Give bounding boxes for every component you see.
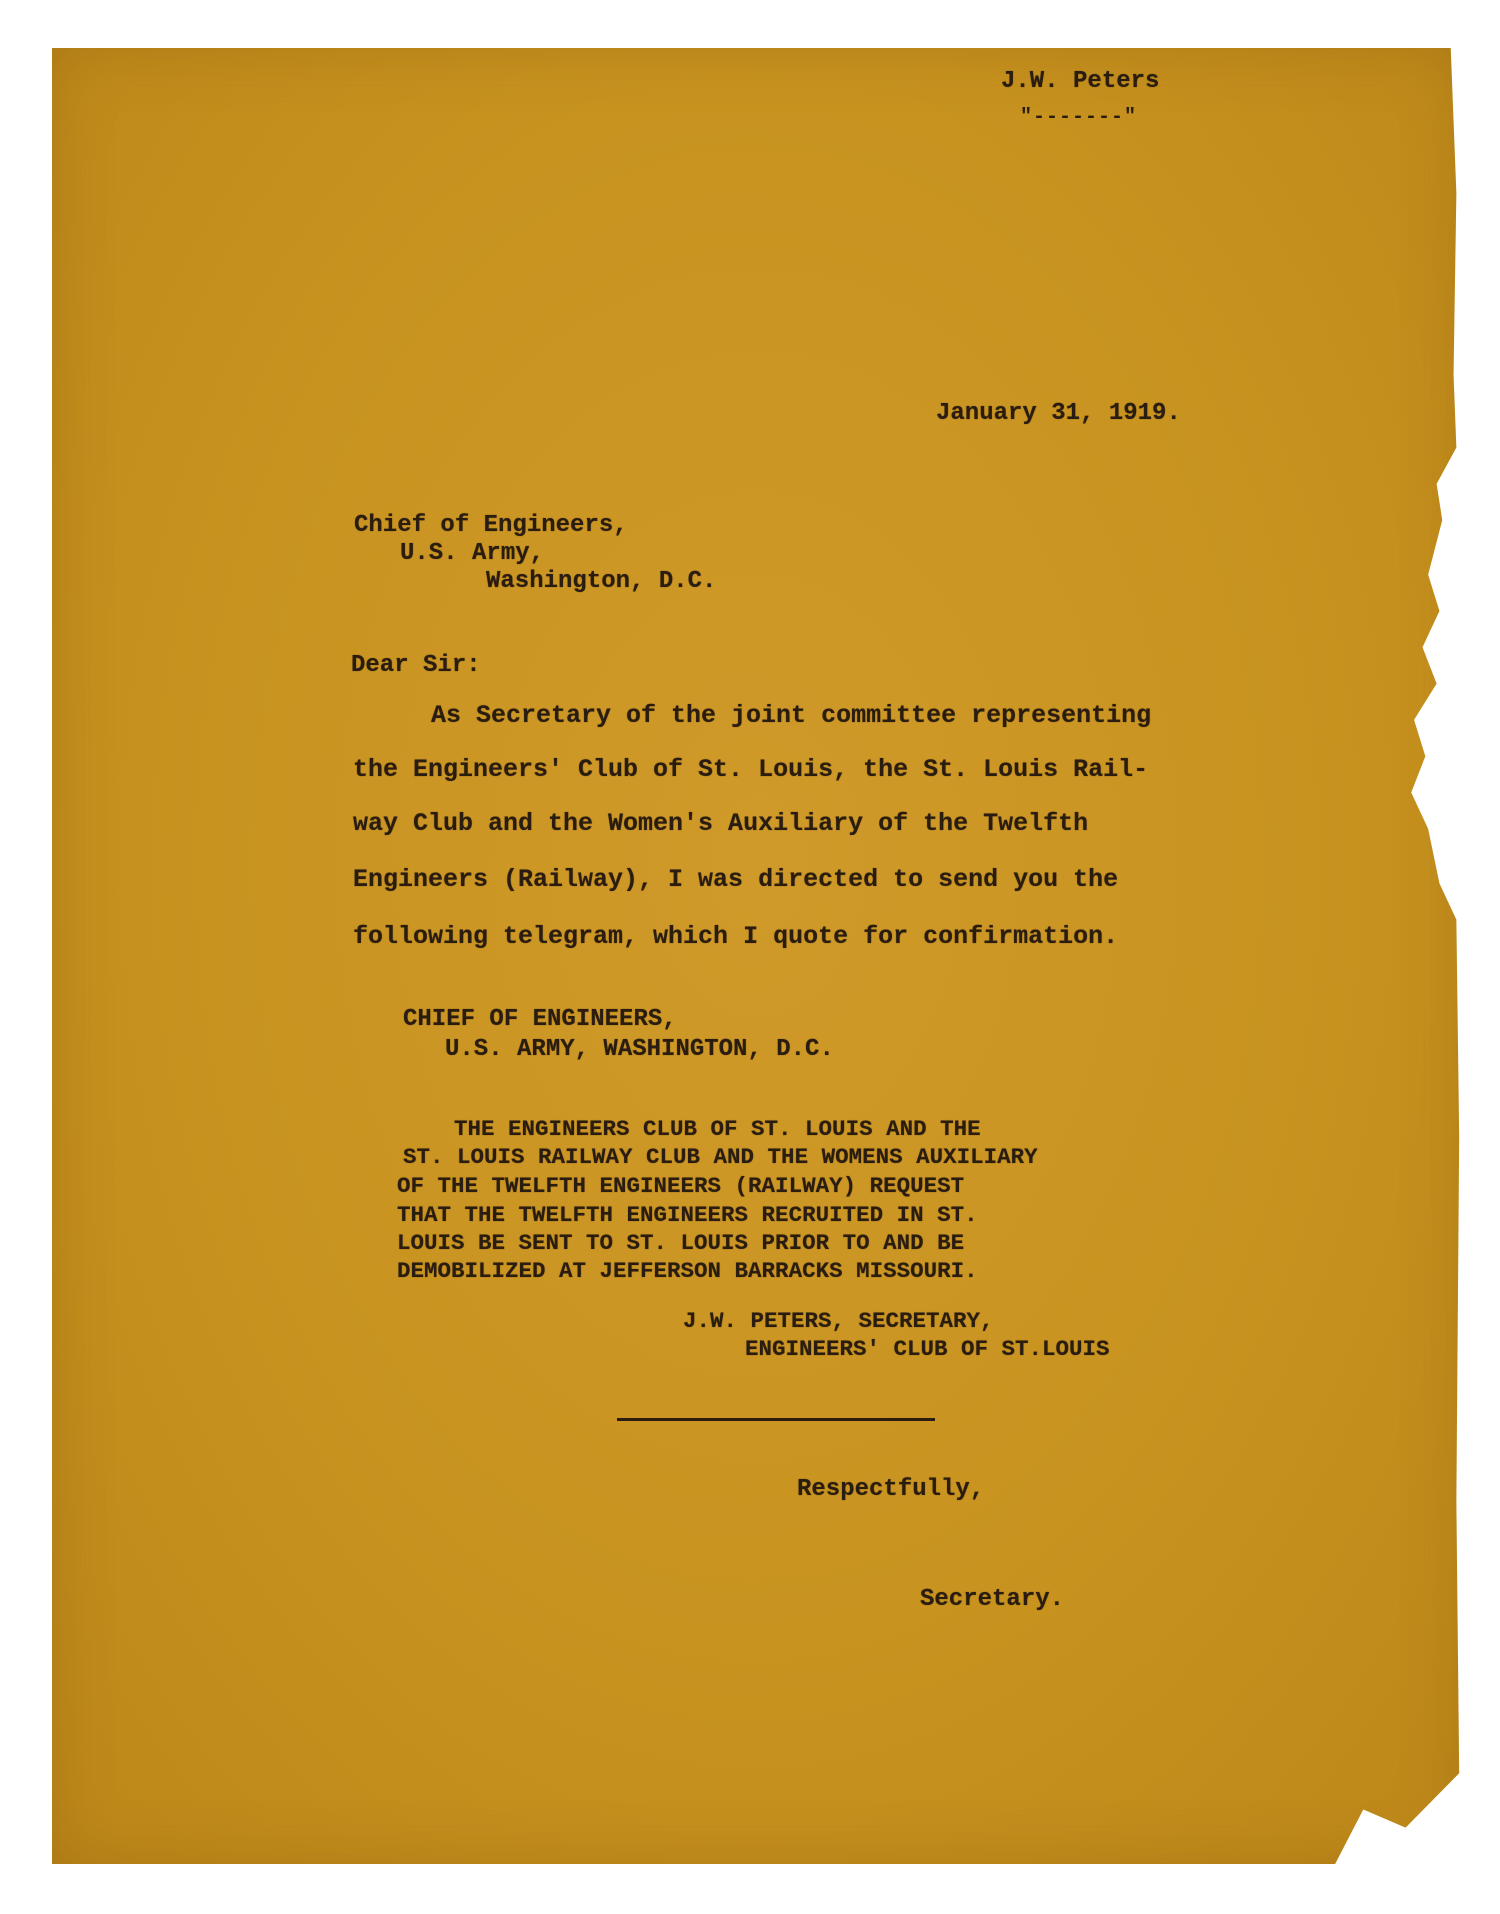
signature-title: Secretary.: [920, 1586, 1065, 1613]
telegram-to-line-1: CHIEF OF ENGINEERS,: [403, 1006, 677, 1033]
telegram-text-line-2: ST. LOUIS RAILWAY CLUB AND THE WOMENS AUXILIARY: [403, 1144, 1038, 1170]
telegram-text-line-6: DEMOBILIZED AT JEFFERSON BARRACKS MISSOURI.: [397, 1258, 978, 1284]
body-line-2: the Engineers' Club of St. Louis, the St. Louis Rail-: [353, 755, 1149, 784]
telegram-text-line-3: OF THE TWELFTH ENGINEERS (RAILWAY) REQUEST: [397, 1173, 965, 1199]
telegram-text-line-5: LOUIS BE SENT TO ST. LOUIS PRIOR TO AND BE: [397, 1230, 965, 1256]
body-line-1: As Secretary of the joint committee representing: [431, 701, 1152, 730]
body-line-5: following telegram, which I quote for confirmation.: [353, 922, 1119, 951]
addressee-line-1: Chief of Engineers,: [354, 512, 628, 539]
body-line-3: way Club and the Women's Auxiliary of the Twelfth: [353, 809, 1089, 838]
body-line-4: Engineers (Railway), I was directed to send you the: [353, 865, 1119, 894]
closing: Respectfully,: [797, 1476, 985, 1503]
telegram-text-line-4: THAT THE TWELFTH ENGINEERS RECRUITED IN ST.: [397, 1202, 978, 1228]
addressee-line-3: Washington, D.C.: [486, 568, 717, 595]
letter-date: January 31, 1919.: [936, 400, 1181, 427]
telegram-signature-line-1: J.W. PETERS, SECRETARY,: [683, 1308, 994, 1334]
telegram-text-line-1: THE ENGINEERS CLUB OF ST. LOUIS AND THE: [454, 1116, 981, 1142]
salutation: Dear Sir:: [351, 652, 481, 679]
header-underline: "-------": [1020, 106, 1138, 129]
telegram-to-line-2: U.S. ARMY, WASHINGTON, D.C.: [445, 1036, 834, 1063]
addressee-line-2: U.S. Army,: [400, 540, 545, 567]
header-name: J.W. Peters: [1001, 68, 1160, 95]
separator-line: [617, 1418, 935, 1421]
telegram-signature-line-2: ENGINEERS' CLUB OF ST.LOUIS: [745, 1336, 1110, 1362]
